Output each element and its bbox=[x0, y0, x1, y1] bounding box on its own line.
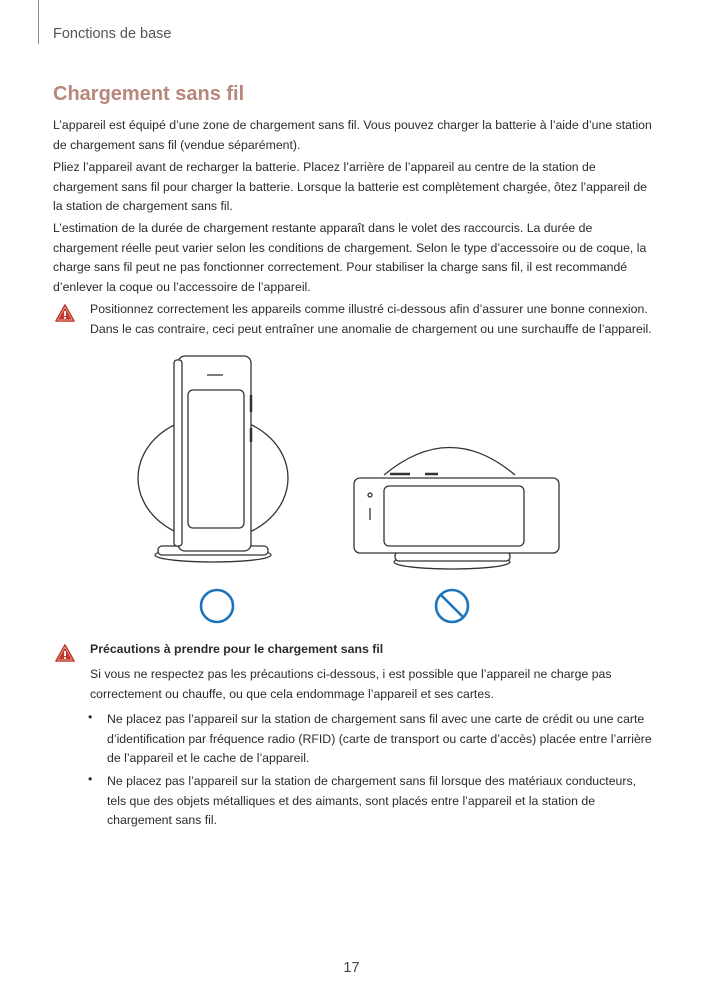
section-header: Fonctions de base bbox=[53, 26, 172, 42]
precaution-item-1: Ne placez pas l’appareil sur la station de chargement sans fil avec une carte de crédit ou une carte d’identification par fréquence radio (RFID) (carte de transport ou carte d’accès) placée entre l’arrière de l’appareil et le cache de l’appareil. bbox=[107, 712, 652, 765]
correct-circle-icon bbox=[201, 590, 233, 622]
warning-text: Positionnez correctement les appareils comme illustré ci-dessous afin d’assurer une bonne connexion. Dans le cas contraire, ceci peut entraîner une anomalie de chargement ou une surchauffe de l’appareil. bbox=[90, 302, 652, 336]
paragraph-3: L’estimation de la durée de chargement restante apparaît dans le volet des raccourcis. La durée de chargement réelle peut varier selon les conditions de chargement. Selon le type d’accessoire ou de coque, la charge sans fil peut ne pas fonctionner correctement. Pour stabiliser la charge sans fil, il est recommandé d’enlever la coque ou l’accessoire de l’appareil. bbox=[53, 221, 647, 294]
wireless-charging-illustration bbox=[130, 350, 580, 630]
upright-charging-pad bbox=[138, 356, 288, 562]
bullet-marker: • bbox=[88, 710, 93, 724]
paragraph-1: L’appareil est équipé d’une zone de chargement sans fil. Vous pouvez charger la batterie à l’aide d’une station de chargement sans fil (vendue séparément). bbox=[53, 118, 652, 152]
precautions-title: Précautions à prendre pour le chargement sans fil bbox=[90, 642, 384, 656]
flat-charging-pad bbox=[354, 448, 559, 570]
precaution-item-2: Ne placez pas l’appareil sur la station de chargement sans fil lorsque des matériaux conducteurs, tels que des objets métalliques et des aimants, sont placés entre l’appareil et la station de chargement sans fil. bbox=[107, 774, 637, 827]
page-title: Chargement sans fil bbox=[53, 83, 245, 105]
warning-triangle-icon bbox=[55, 644, 75, 662]
precautions-intro: Si vous ne respectez pas les précautions ci-dessous, i est possible que l’appareil ne charge pas correctement ou chauffe, ou que cela endommage l’appareil et ses cartes. bbox=[90, 667, 612, 701]
paragraph-2: Pliez l’appareil avant de recharger la batterie. Placez l’arrière de l’appareil au centre de la station de chargement sans fil pour charger la batterie. Lorsque la batterie est complètement chargée, ôtez l’appareil de la station de chargement sans fil. bbox=[53, 160, 648, 213]
prohibited-icon bbox=[436, 590, 468, 622]
page-number: 17 bbox=[343, 960, 360, 976]
warning-triangle-icon bbox=[55, 304, 75, 322]
bullet-marker: • bbox=[88, 772, 93, 786]
header-rule bbox=[38, 0, 39, 44]
